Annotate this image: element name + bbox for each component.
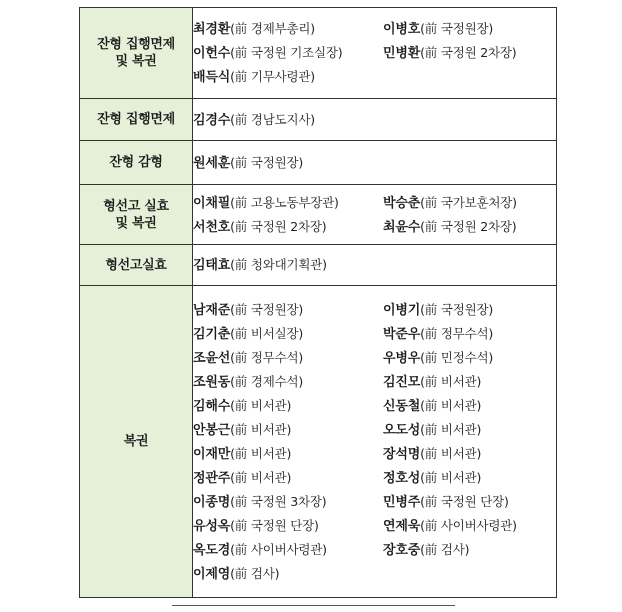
person-name: 이종명 [193, 494, 231, 510]
person-name: 장석명 [383, 446, 421, 462]
person-entry [193, 41, 383, 65]
person-title: (前 사이버사령관) [420, 517, 517, 533]
person-title: (前 기무사령관) [230, 69, 315, 84]
names-cell [193, 286, 557, 598]
person-title: (前 국정원장) [420, 21, 494, 36]
person-title: (前 경제부총리) [230, 21, 315, 36]
person-entry [383, 41, 553, 65]
person-title: (前 비서관) [230, 469, 292, 485]
names-cell [193, 245, 557, 286]
person-entry [193, 418, 383, 442]
person-entry [193, 65, 383, 89]
person-name: 정관주 [193, 470, 231, 486]
pardon-table-body [80, 8, 557, 598]
category-label: 잔형 집행면제 [97, 37, 175, 52]
person-name: 옥도경 [193, 542, 231, 558]
person-title: (前 검사) [420, 541, 470, 557]
pardon-table [79, 7, 557, 598]
category-label: 및 복권 [115, 54, 157, 69]
category-row [80, 8, 557, 99]
names-cell [193, 99, 557, 141]
category-label: 형선고실효 [105, 257, 167, 273]
person-entry [193, 322, 383, 346]
person-entry [193, 215, 383, 239]
names-grid [193, 191, 556, 239]
person-name: 유성옥 [193, 518, 231, 534]
category-cell [80, 185, 193, 245]
person-name: 정호성 [383, 470, 421, 486]
person-name: 배득식 [193, 70, 231, 85]
person-title: (前 비서관) [230, 397, 292, 413]
person-name: 김해수 [193, 398, 231, 414]
names-cell [193, 8, 557, 99]
category-label: 복권 [123, 434, 149, 449]
person-title: (前 국정원장) [230, 154, 304, 170]
person-entry [193, 490, 383, 514]
names-grid [193, 298, 556, 586]
person-title: (前 국가보훈처장) [420, 194, 517, 210]
person-title: (前 비서관) [420, 373, 482, 389]
person-title: (前 국정원장) [420, 301, 494, 317]
person-entry [383, 370, 553, 394]
person-name: 우병우 [383, 350, 421, 366]
person-entry [193, 151, 383, 175]
person-name: 이재만 [193, 446, 231, 462]
person-title: (前 비서관) [420, 445, 482, 461]
person-title: (前 국정원 기조실장) [230, 45, 343, 60]
person-name: 이제영 [193, 566, 231, 582]
category-row [80, 245, 557, 286]
person-entry [193, 538, 383, 562]
category-cell [80, 141, 193, 185]
person-name: 박승춘 [383, 195, 421, 211]
person-entry [383, 215, 553, 239]
person-title: (前 청와대기획관) [230, 257, 327, 272]
person-entry [383, 394, 553, 418]
person-title: (前 국정원장) [230, 301, 304, 317]
person-entry [383, 17, 553, 41]
person-name: 안봉근 [193, 422, 231, 438]
person-entry [383, 514, 553, 538]
person-title: (前 비서관) [420, 469, 482, 485]
category-label: 형선고 실효 [103, 198, 169, 214]
category-cell [80, 286, 193, 598]
person-entry [193, 17, 383, 41]
person-name: 김경수 [193, 112, 231, 128]
person-name: 박준우 [383, 326, 421, 342]
person-title: (前 비서관) [230, 445, 292, 461]
person-title: (前 비서관) [420, 421, 482, 437]
person-entry [383, 191, 553, 215]
person-name: 민병주 [383, 494, 421, 510]
person-name: 오도성 [383, 422, 421, 438]
person-name: 조원동 [193, 374, 231, 390]
person-title: (前 국정원 단장) [420, 493, 509, 509]
person-name: 김태효 [193, 258, 231, 273]
person-title: (前 비서관) [420, 397, 482, 413]
person-name: 이채필 [193, 195, 231, 211]
person-entry [193, 108, 383, 132]
category-label: 잔형 집행면제 [97, 112, 175, 127]
person-entry [193, 253, 383, 277]
category-cell [80, 245, 193, 286]
category-row [80, 99, 557, 141]
person-entry [383, 490, 553, 514]
person-title: (前 비서실장) [230, 325, 304, 341]
person-entry [383, 298, 553, 322]
bottom-divider [172, 605, 455, 606]
person-title: (前 국정원 2차장) [420, 218, 517, 234]
person-name: 김진모 [383, 374, 421, 390]
person-title: (前 비서관) [230, 421, 292, 437]
person-name: 연제욱 [383, 518, 421, 534]
person-title: (前 정무수석) [420, 325, 494, 341]
category-row [80, 185, 557, 245]
category-row [80, 141, 557, 185]
person-name: 조윤선 [193, 350, 231, 366]
person-entry [383, 442, 553, 466]
person-entry [383, 346, 553, 370]
person-name: 서천호 [193, 219, 231, 235]
person-title: (前 국정원 2차장) [230, 218, 327, 234]
person-title: (前 민정수석) [420, 349, 494, 365]
person-entry [193, 370, 383, 394]
person-title: (前 경제수석) [230, 373, 304, 389]
person-name: 이헌수 [193, 46, 231, 61]
person-title: (前 국정원 단장) [230, 517, 319, 533]
person-name: 최경환 [193, 22, 231, 37]
person-title: (前 검사) [230, 565, 280, 581]
person-name: 최윤수 [383, 219, 421, 235]
person-entry [193, 514, 383, 538]
person-name: 원세훈 [193, 155, 231, 171]
names-grid [193, 253, 556, 277]
names-cell [193, 185, 557, 245]
names-grid [193, 17, 556, 89]
person-entry [383, 538, 553, 562]
person-entry [193, 562, 383, 586]
person-entry [193, 442, 383, 466]
names-cell [193, 141, 557, 185]
person-title: (前 고용노동부장관) [230, 194, 339, 210]
person-title: (前 정무수석) [230, 349, 304, 365]
person-entry [193, 394, 383, 418]
person-entry [193, 191, 383, 215]
person-title: (前 국정원 3차장) [230, 493, 327, 509]
person-title: (前 사이버사령관) [230, 541, 327, 557]
person-name: 장호중 [383, 542, 421, 558]
person-name: 민병환 [383, 46, 421, 61]
person-entry [383, 466, 553, 490]
person-entry [383, 418, 553, 442]
names-grid [193, 151, 556, 175]
person-entry [193, 298, 383, 322]
person-name: 이병호 [383, 22, 421, 37]
person-name: 남재준 [193, 302, 231, 318]
person-entry [383, 322, 553, 346]
person-entry [193, 466, 383, 490]
category-row [80, 286, 557, 598]
category-label: 잔형 감형 [109, 155, 163, 170]
category-cell [80, 99, 193, 141]
person-name: 김기춘 [193, 326, 231, 342]
category-cell [80, 8, 193, 99]
person-title: (前 국정원 2차장) [420, 45, 517, 60]
person-entry [193, 346, 383, 370]
category-label: 및 복권 [115, 215, 157, 231]
names-grid [193, 108, 556, 132]
person-name: 이병기 [383, 302, 421, 318]
person-name: 신동철 [383, 398, 421, 414]
person-title: (前 경남도지사) [230, 111, 315, 127]
